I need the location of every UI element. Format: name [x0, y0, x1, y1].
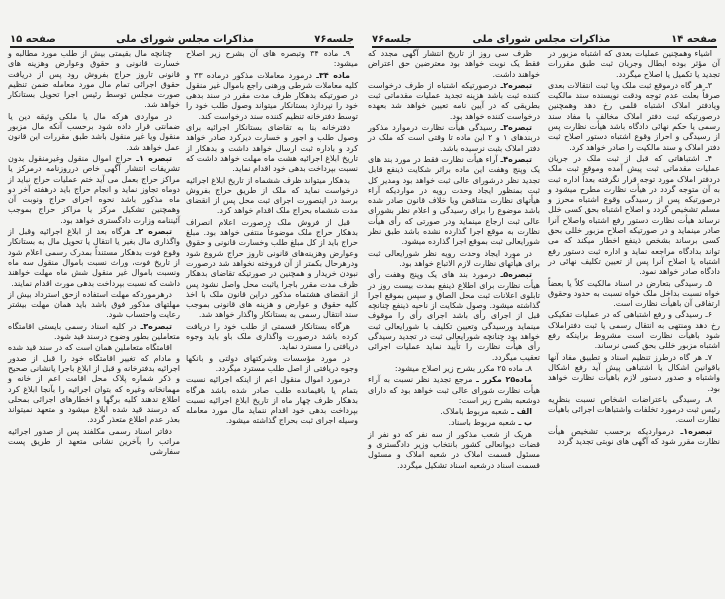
paragraph — [186, 49, 358, 70]
paragraph — [548, 81, 720, 153]
paragraph-text: ۵ـ رسیدگی بتعارض در اسناد مالکیت کلاً یا بعضاً خواه نسبت بداخل ملک خواه نسبت به حدود وحقوق ارتفاقی آن باهیأت نظارت است. — [548, 278, 720, 309]
page-number: صفحه ۱۴ — [671, 34, 717, 45]
paragraph — [8, 49, 180, 111]
paragraph-text: درمورد بند های یک وپنج وهفت رأی هیأت نظارت برای اطلاع ذینفع بمدت بیست روز در تابلوی اعلانات ثبت محل الصاق و سپس بموقع اجرا گذاشته میشود. وصول شکایت از ناحیه ذینفع چنانچه قبل از اجرای رأی باشد اجرای رأی را موقوف مینماید ورسیدگی وتعیین تکلیف با شورایعالی ثبت خواهد بود چنانچه شورایعالی ثبت در تجدید رسیدگی رأی هیأت نظارت را تأیید نماید عملیات اجرائی تعقیب میگردد. — [368, 270, 540, 362]
publication-title: مذاکرات مجلس شورای ملی — [472, 34, 611, 45]
paragraph — [368, 270, 540, 363]
paragraph-text: شعبه مربوط باسناد. — [448, 418, 516, 428]
paragraph — [186, 176, 358, 217]
text-column-left — [8, 49, 180, 459]
paragraph — [8, 112, 180, 153]
paragraph-text: بدهکار میتواند ظرف ششماه از تاریخ ابلاغ اجرائیه درخواست نماید که ملک از طریق حراج بفروش برسد در اینصورت اجرای ثبت محل پس از انقضای مدت ششماه بحراج ملک اقدام خواهد کرد. — [186, 175, 358, 216]
paragraph-text: ۹ـ ماده ۳۴ وتبصره های آن بشرح زیر اصلاح میشود: — [186, 49, 358, 69]
paragraph-text: ۸ـ رسیدگی باعتراضات اشخاص نسبت بنظریه رئیس ثبت درمورد تخلفات واشتباهات اجرائی باهیأت نظارت است. — [548, 394, 720, 425]
paragraph — [186, 123, 358, 174]
paragraph-text: هرگاه بستانکار قسمتی از طلب خود را دریافت کرده باشد درصورت واگذاری ملک باو باید وجوه دریافتی را مسترد نماید. — [186, 321, 358, 352]
paragraph — [8, 343, 180, 425]
paragraph — [186, 354, 358, 375]
paragraph — [8, 227, 180, 289]
clause-heading: تبصره۳ـ — [136, 321, 172, 331]
paragraph-text: آراء هیأت نظارت فقط در مورد بند های یک وپنج وهفت این ماده براثر شکایت ذینفع قابل تجدید نظر درشورای عالی ثبت خواهد بود ومدیر کل ثبت بمنظور ایجاد وحدت رویه در مواردیکه آراء هیأتهای نظارت متناقض ویا خلاف قانون صادر شده باشد موضوع را برای رسیدگی و اعلام نظر بشورای عالی ثبت ارجاع مینماید ودر صورتی که رأی هیأت نظارت به موقع اجرا گذارده نشده باشد طبق نظر شورایعالی ثبت بموقع اجرا گذارده میشود. — [368, 154, 540, 247]
paragraph — [186, 218, 358, 321]
clause-heading: ماده ۳۴ـ — [311, 70, 350, 80]
page-number: صفحه ۱۵ — [10, 34, 56, 45]
paragraph — [368, 375, 540, 406]
paragraph-text: در مورد مؤسسات وشرکتهای دولتی و بانکها وجوه دریافتی از اصل طلب مسترد میگردد. — [186, 353, 358, 373]
paragraph — [368, 364, 540, 374]
paragraph — [368, 49, 540, 80]
paragraph-text: ۳ـ هر گاه درموقع ثبت ملک ویا ثبت انتقالات بعدی صرفاً بعلت عدم توجه ودقت نویسنده سند مالکیت ویادفتر املاک اشتباه قلمی رخ دهد وهمچنین درصورتیکه ثبت دفتر املاک مخالف با مفاد سند رسمی یا حکم نهائی دادگاه باشد هیأت نظارت پس از رسیدگی و احراز وقوع اشتباه دستور اصلاح ثبت دفتر املاک و سند مالکیت را صادر خواهد کرد. — [548, 80, 720, 152]
session-number: جلسه۷۶ — [372, 34, 412, 45]
paragraph-text: حراج اموال منقول وغیرمنقول بدون تشریفات انتشار آگهی خاص درروزنامه درمرکز یا مراکز حراج بعمل می آید ختم عملیات حراج نباید از دوماه تجاوز نماید و انجام حراج باید درهفته آخر دو ماه مذکور باشد نحوه اجرای حراج ونوبت آن وهمچنین تشکیل مرکز یا مراکز حراج بموجب آئیننامه وزارت دادگستری خواهد بود. — [8, 153, 180, 225]
paragraph-text: اشیاء وهمچنین عملیات بعدی که اشتباه مزبور در آن مؤثر بوده ابطال وجریان ثبت طبق مقررات تجدید یا تکمیل یا اصلاح میگردد. — [548, 49, 720, 79]
paragraph — [548, 310, 720, 351]
paragraph-text: درهرموردکه مهلت استفاده ازحق استرداد بیش از مهلتهای مذکور فوق باشد باید همان مهلت بیشتر رعایت واحتساب شود. — [8, 289, 180, 320]
paragraph-text: دفاتر اسناد رسمی مکلفند پس از صدور اجرائیه مراتب را بآخرین نشانی متعهد از طریق پست سفارشی — [8, 426, 180, 457]
paragraph-text: درمواردیکه برحسب تشخیص هیأت نظارت مقرر شود که آگهی های نوبتی تجدید گردد — [548, 426, 720, 446]
paragraph-text: قبل از فروش ملک درصورت اعلام انصراف بدهکار حراج ملک موضوعاً منتفی خواهد بود. مبلغ حراج باید از کل مبلغ طلب وخسارت قانونی و حقوق وعوارض وهزینه‌های قانونی تاروز حراج شروع شود ودرهرحال بکمتر از آن فروخته نخواهد شد درصورت نبودن خریدار و همچنین در صورتیکه تقاضای بدهکار ظرف مدت مقرر باجرا یاثبت محل واصل نشود پس از انقضای هشتماه مذکور دراین قانون ملک با اخذ کلیه حقوق و عوارض و هزینه های قانونی بموجب سند انتقال رسمی به بستانکار واگذار خواهد شد. — [186, 217, 358, 320]
publication-title: مذاکرات مجلس شورای ملی — [116, 34, 254, 45]
paragraph — [548, 353, 720, 394]
paragraph — [186, 71, 358, 122]
paragraph — [368, 123, 540, 154]
paragraph — [8, 322, 180, 343]
clause-heading: تبصره۳ـ — [496, 123, 532, 133]
page-header — [372, 30, 717, 48]
paragraph-text: در کلیه اسناد رسمی بایستی اقامتگاه متعاملین بطور وضوح درسند قید شود. — [8, 321, 180, 342]
page-header — [10, 30, 354, 48]
paragraph — [368, 249, 540, 270]
paragraph-text: ۷ـ هر گاه درطرز تنظیم اسناد و تطبیق مفاد آنها باقوانین اشکال یا اشتباهی پیش آید رفع اشکال واشتباه و صدور دستور لازم باهیأت نظارت خواهد بود. — [548, 352, 720, 393]
clause-heading: ب ـ — [515, 418, 532, 428]
paragraph — [368, 407, 540, 417]
paragraph — [368, 418, 540, 428]
text-column-left — [368, 49, 540, 472]
clause-heading: الف ـ — [508, 407, 532, 417]
paragraph — [8, 154, 180, 226]
paragraph-text: مرجع تجدید نظر نسبت به آراء هیأت نظارت شورای عالی ثبت خواهد بود که دارای دوشعبه بشرح زیر است: — [368, 375, 540, 405]
paragraph — [186, 375, 358, 426]
clause-heading: ماده۲۵ مکرر ـ — [472, 375, 532, 385]
paragraph — [548, 154, 720, 278]
paragraph — [548, 49, 720, 80]
paragraph-text: در مواردی هرکه مال یا ملکی وثیقه دین یا ضمانتی قرار داده شود برحسب آنکه مال مزبور منقول ویا غیر منقول باشد طبق مقررات این قانون عمل خواهد شد. — [8, 111, 180, 152]
paragraph-text: هریک از شعب مذکور از سه نفر که دو نفر از قضات دیوانعالی کشور بانتخاب وزیر دادگستری و مسئول قسمت املاک در شعبه املاک و مسئول قسمت اسناد درشعبه اسناد تشکیل میگردد. — [368, 429, 540, 470]
text-column-right — [548, 49, 720, 448]
paragraph — [368, 81, 540, 122]
paragraph-text: رسیدگی هیأت نظارت درموارد مذکور دربندهای ۱ و ۲ این ماده تا وقتی است که ملک در دفتر املاک بثبت نرسیده باشد. — [368, 123, 540, 153]
paragraph-text: درمورد اموال منقول اعم از اینکه اجرائیه نسبت بتمام یا باقیمانده طلب صادر شده باشد هرگاه بدهکار ظرف چهار ماه از تاریخ ابلاغ اجرائیه نسبت بپرداخت بدهی خود اقدام ننماید مال مورد معامله وسیله اجرای ثبت بحراج گذاشته میشود. — [186, 375, 358, 426]
paragraph — [548, 395, 720, 426]
paragraph-text: در مورد ایجاد وحدت رویه نظر شورایعالی ثبت برای هیأتهای نظارت لازم الاتباع خواهد بود. — [368, 248, 540, 268]
clause-heading: تبصره۱ـ — [673, 426, 712, 436]
paragraph-text: ۸ـ ماده ۲۵ مکرر بشرح زیر اصلاح میشود: — [394, 363, 532, 373]
paragraph — [368, 430, 540, 471]
paragraph — [548, 427, 720, 448]
paragraph-text: ۴ـ اشتباهاتی که قبل از ثبت ملک در جریان عملیات مقدماتی ثبت پیش آمده وموقع ثبت ملک دردفتر املاک مورد توجه قرار نگرفته بعداً اداره ثبت به آن متوجه گردد در هیأت نظارت مطرح میشود و درصورتیکه پس از رسیدگی وقوع اشتباه محرز و مسلم تشخیص گردد و اصلاح اشتباه بحق کسی خلل نرساند هیأت نظارت دستور رفع اشتباه واصلاح آنرا صادر مینماید و در صورتیکه اصلاح مزبور خللی بحق کسی برساند بشخص ذینفع اخطار میکند که می تواند بدادگاه مراجعه نماید و اداره ثبت دستور رفع اشتباه یا اصلاح آنرا پس از تعیین تکلیف نهائی در دادگاه صادر خواهد نمود. — [548, 153, 720, 277]
paragraph-text: درصورتیکه اشتباه از طرف درخواست کننده ثبت باشد هزینه تجدید عملیات مقدماتی ثبت بطریقی که در آیین نامه تعیین خواهد شد بعهده درخواست کننده خواهد بود. — [368, 80, 540, 121]
session-number: جلسه۷۶ — [314, 34, 354, 45]
paragraph — [548, 279, 720, 310]
clause-heading: تبصره۵ـ — [495, 270, 532, 280]
clause-heading: تبصره ۲ـ — [130, 227, 172, 237]
clause-heading: تبصره۴ـ — [497, 154, 532, 164]
paragraph-text: اقامتگاه متعاملین همان است که در سند قید شده و مادام که تغییر اقامتگاه خود را قبل از صدور اجرائیه بدفترخانه و قبل از ابلاغ باجرا یانشانی صحیح و ذکر شماره پلاک محل اقامت اعم از خانه و مهمانخانه وغیره که بتوان اجرائیه را بآنجا ابلاغ کرد اطلاع ندهند کلیه برگها و اخطارهای اجرائی بمحلی که درسند قید شده ابلاغ میشود و متعهد نمیتواند بعذر عدم اطلاع متعذر گردد. — [8, 343, 180, 425]
paragraph-text: ظرف سی روز از تاریخ انتشار آگهی مجدد که فقط یک نوبت خواهد بود معترضین حق اعتراض خواهند داشت. — [368, 49, 540, 79]
text-column-right — [186, 49, 358, 428]
paragraph-text: دفترخانه بنا به تقاضای بستانکار اجرائیه برای وصول طلب و اجور و خسارت دیرکرد صادر خواهد کرد و باداره ثبت ارسال خواهد داشت و بدهکار از تاریخ ابلاغ اجرائیه هشت ماه مهلت خواهد داشت که نسبت بپرداخت بدهی خود اقدام نماید. — [186, 123, 358, 174]
paragraph — [8, 290, 180, 321]
paragraph-text: شعبه مربوط باملاک. — [440, 407, 509, 417]
paragraph-text: درمورد معاملات مذکور درماده ۳۳ و کلیه معاملات شرطی ورهنی راجع باموال غیر منقول در صورتیکه بدهکار ظرف مدت مقرر در سند بدهی خود را نپردازد بستانکار میتواند وصول طلب خود را توسط دفترخانه تنظیم کننده سند درخواست کند. — [186, 70, 358, 121]
clause-heading: تبصره۲ـ — [496, 80, 532, 90]
paragraph — [8, 427, 180, 458]
paragraph-text: هرگاه بعد از ابلاغ اجرائیه وقبل از واگذاری مال بغیر یا انتقال یا تحویل مال به بستانکار وقوع فوت بدهکار مستنداً بمدرک رسمی اعلام شود از تاریخ فوت، وراث نسبت باموال منقول سه ماه ونسبت باموال غیر منقول شش ماه مهلت خواهند داشت که نسبت بپرداخت بدهی مورث اقدام نمایند. — [8, 227, 180, 288]
paragraph-text: ۶ـ رسیدگی و رفع اشتباهی که در عملیات تفکیکی رخ دهد ومنتهی به انتقال رسمی یا ثبت دفتراملاک شود باهیأت نظارت است مشروط براینکه رفع اشتباه مزبور خللی بحق کسی نرساند. — [548, 310, 720, 351]
paragraph — [368, 155, 540, 248]
paragraph — [186, 322, 358, 353]
clause-heading: تبصره ۱ـ — [131, 153, 172, 163]
paragraph-text: چنانچه مال بقیمتی بیش از طلب مورد مطالبه و خسارت قانونی و حقوق وعوارض وهزینه های قانونی تاروز حراج بفروش رود پس از دریافت حقوق اجرائی تمام مال مورد معامله ضمن تنظیم صورت مجلس توسط رئیس اجرا تحویل بستانکار خواهد شد. — [8, 49, 180, 110]
